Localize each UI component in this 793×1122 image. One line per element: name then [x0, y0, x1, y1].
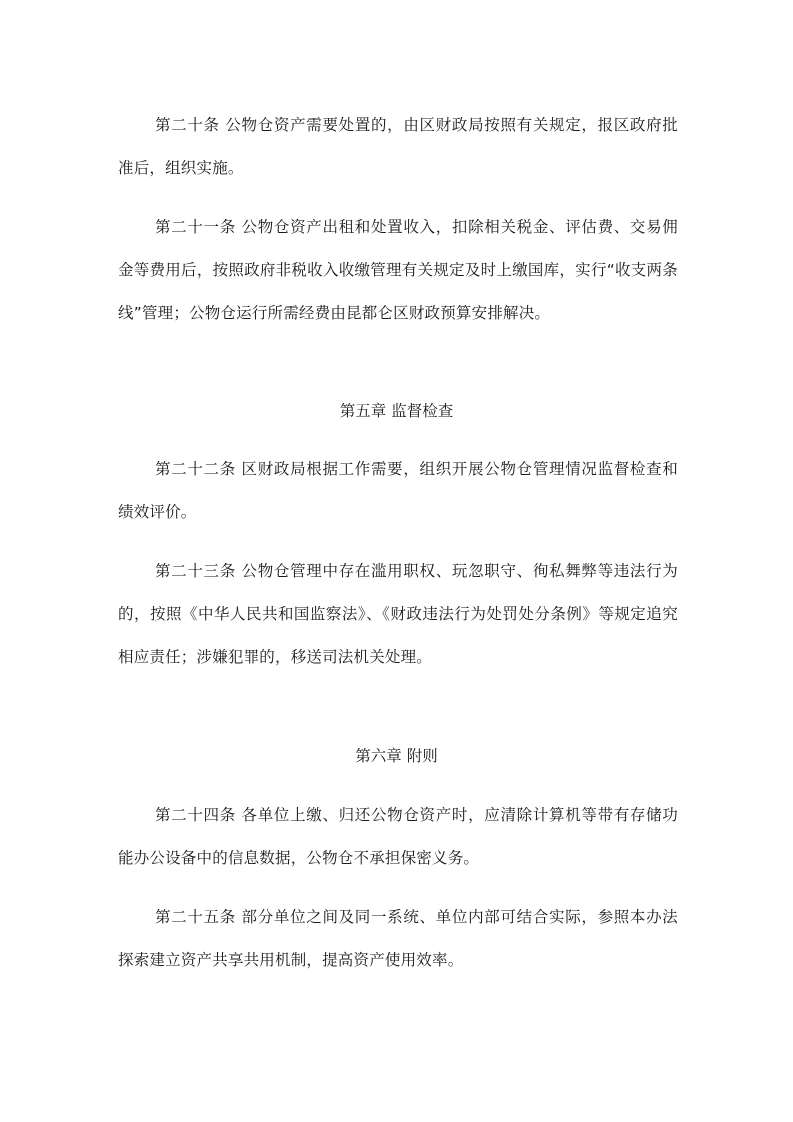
article-24: 第二十四条 各单位上缴、归还公物仓资产时，应清除计算机等带有存储功能办公设备中的信息数据，公物仓不承担保密义务。 — [118, 806, 678, 867]
chapter-5-heading: 第五章 监督检查 — [339, 402, 454, 420]
article-25: 第二十五条 部分单位之间及同一系统、单位内部可结合实际，参照本办法探索建立资产共享共用机制，提高资产使用效率。 — [118, 908, 678, 969]
article-21: 第二十一条 公物仓资产出租和处置收入，扣除相关税金、评估费、交易佣金等费用后，按照政府非税收入收缴管理有关规定及时上缴国库，实行“收支两条线”管理；公物仓运行所需经费由昆都仑区财政预算安排解决。 — [118, 218, 678, 322]
article-23: 第二十三条 公物仓管理中存在滥用职权、玩忽职守、徇私舞弊等违法行为的，按照《中华人民共和国监察法》、《财政违法行为处罚处分条例》等规定追究相应责任；涉嫌犯罪的，移送司法机关处理。 — [118, 562, 678, 666]
chapter-6-heading: 第六章 附则 — [355, 747, 438, 765]
article-22: 第二十二条 区财政局根据工作需要，组织开展公物仓管理情况监督检查和绩效评价。 — [118, 460, 678, 521]
article-20: 第二十条 公物仓资产需要处置的，由区财政局按照有关规定，报区政府批准后，组织实施。 — [118, 116, 678, 177]
